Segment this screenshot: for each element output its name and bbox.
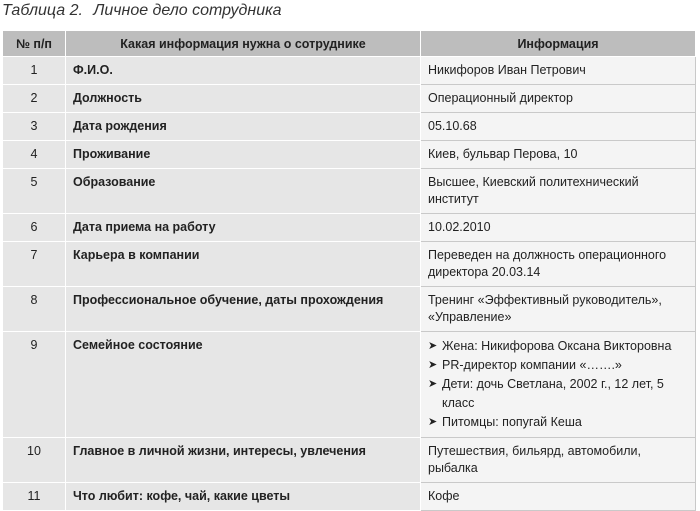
row-number: 4 (3, 141, 66, 169)
row-number: 1 (3, 57, 66, 85)
list-item (428, 356, 688, 375)
row-field: Ф.И.О. (66, 57, 421, 85)
row-field: Образование (66, 169, 421, 214)
table-caption (2, 0, 282, 26)
row-field: Должность (66, 85, 421, 113)
row-value: Высшее, Киевский политехнический институт (421, 169, 696, 214)
header-row (3, 31, 696, 57)
arrow-right-icon: ➤ (428, 416, 438, 428)
table-row (3, 169, 696, 214)
row-field: Главное в личной жизни, интересы, увлечения (66, 438, 421, 483)
row-number: 6 (3, 214, 66, 242)
family-list (428, 337, 688, 432)
row-number: 3 (3, 113, 66, 141)
row-number: 7 (3, 242, 66, 287)
table-row (3, 483, 696, 511)
caption-number: Таблица 2. (2, 2, 83, 19)
row-field: Карьера в компании (66, 242, 421, 287)
list-item-text: Жена: Никифорова Оксана Викторовна (442, 339, 672, 353)
table-row (3, 113, 696, 141)
row-field: Что любит: кофе, чай, какие цветы (66, 483, 421, 511)
row-number: 9 (3, 332, 66, 438)
row-number: 2 (3, 85, 66, 113)
row-field: Профессиональное обучение, даты прохождения (66, 287, 421, 332)
list-item-text: Питомцы: попугай Кеша (442, 415, 582, 429)
row-value: Переведен на должность операционного директора 20.03.14 (421, 242, 696, 287)
row-number: 5 (3, 169, 66, 214)
row-value: Путешествия, бильярд, автомобили, рыбалка (421, 438, 696, 483)
table-row (3, 332, 696, 438)
header-number: № п/п (3, 31, 66, 57)
row-field: Семейное состояние (66, 332, 421, 438)
row-value-list (421, 332, 696, 438)
row-field: Дата приема на работу (66, 214, 421, 242)
table-row (3, 242, 696, 287)
table-row (3, 141, 696, 169)
table-row (3, 57, 696, 85)
row-value: Операционный директор (421, 85, 696, 113)
list-item (428, 375, 688, 413)
row-field: Проживание (66, 141, 421, 169)
caption-title: Личное дело сотрудника (93, 2, 282, 19)
row-number: 8 (3, 287, 66, 332)
list-item (428, 413, 688, 432)
list-item-text: Дети: дочь Светлана, 2002 г., 12 лет, 5 класс (442, 377, 664, 410)
arrow-right-icon: ➤ (428, 359, 438, 371)
row-value: Никифоров Иван Петрович (421, 57, 696, 85)
table-row (3, 287, 696, 332)
arrow-right-icon: ➤ (428, 340, 438, 352)
table-row (3, 85, 696, 113)
arrow-right-icon: ➤ (428, 378, 438, 390)
list-item (428, 337, 688, 356)
header-value: Информация (421, 31, 696, 57)
row-field: Дата рождения (66, 113, 421, 141)
list-item-text: PR-директор компании «…….» (442, 358, 622, 372)
row-value: Кофе (421, 483, 696, 511)
row-number: 10 (3, 438, 66, 483)
row-value: Тренинг «Эффективный руководитель», «Управление» (421, 287, 696, 332)
row-value: 10.02.2010 (421, 214, 696, 242)
table-row (3, 214, 696, 242)
employee-record-table (2, 30, 696, 511)
header-field: Какая информация нужна о сотруднике (66, 31, 421, 57)
row-value: Киев, бульвар Перова, 10 (421, 141, 696, 169)
table-row (3, 438, 696, 483)
row-number: 11 (3, 483, 66, 511)
row-value: 05.10.68 (421, 113, 696, 141)
